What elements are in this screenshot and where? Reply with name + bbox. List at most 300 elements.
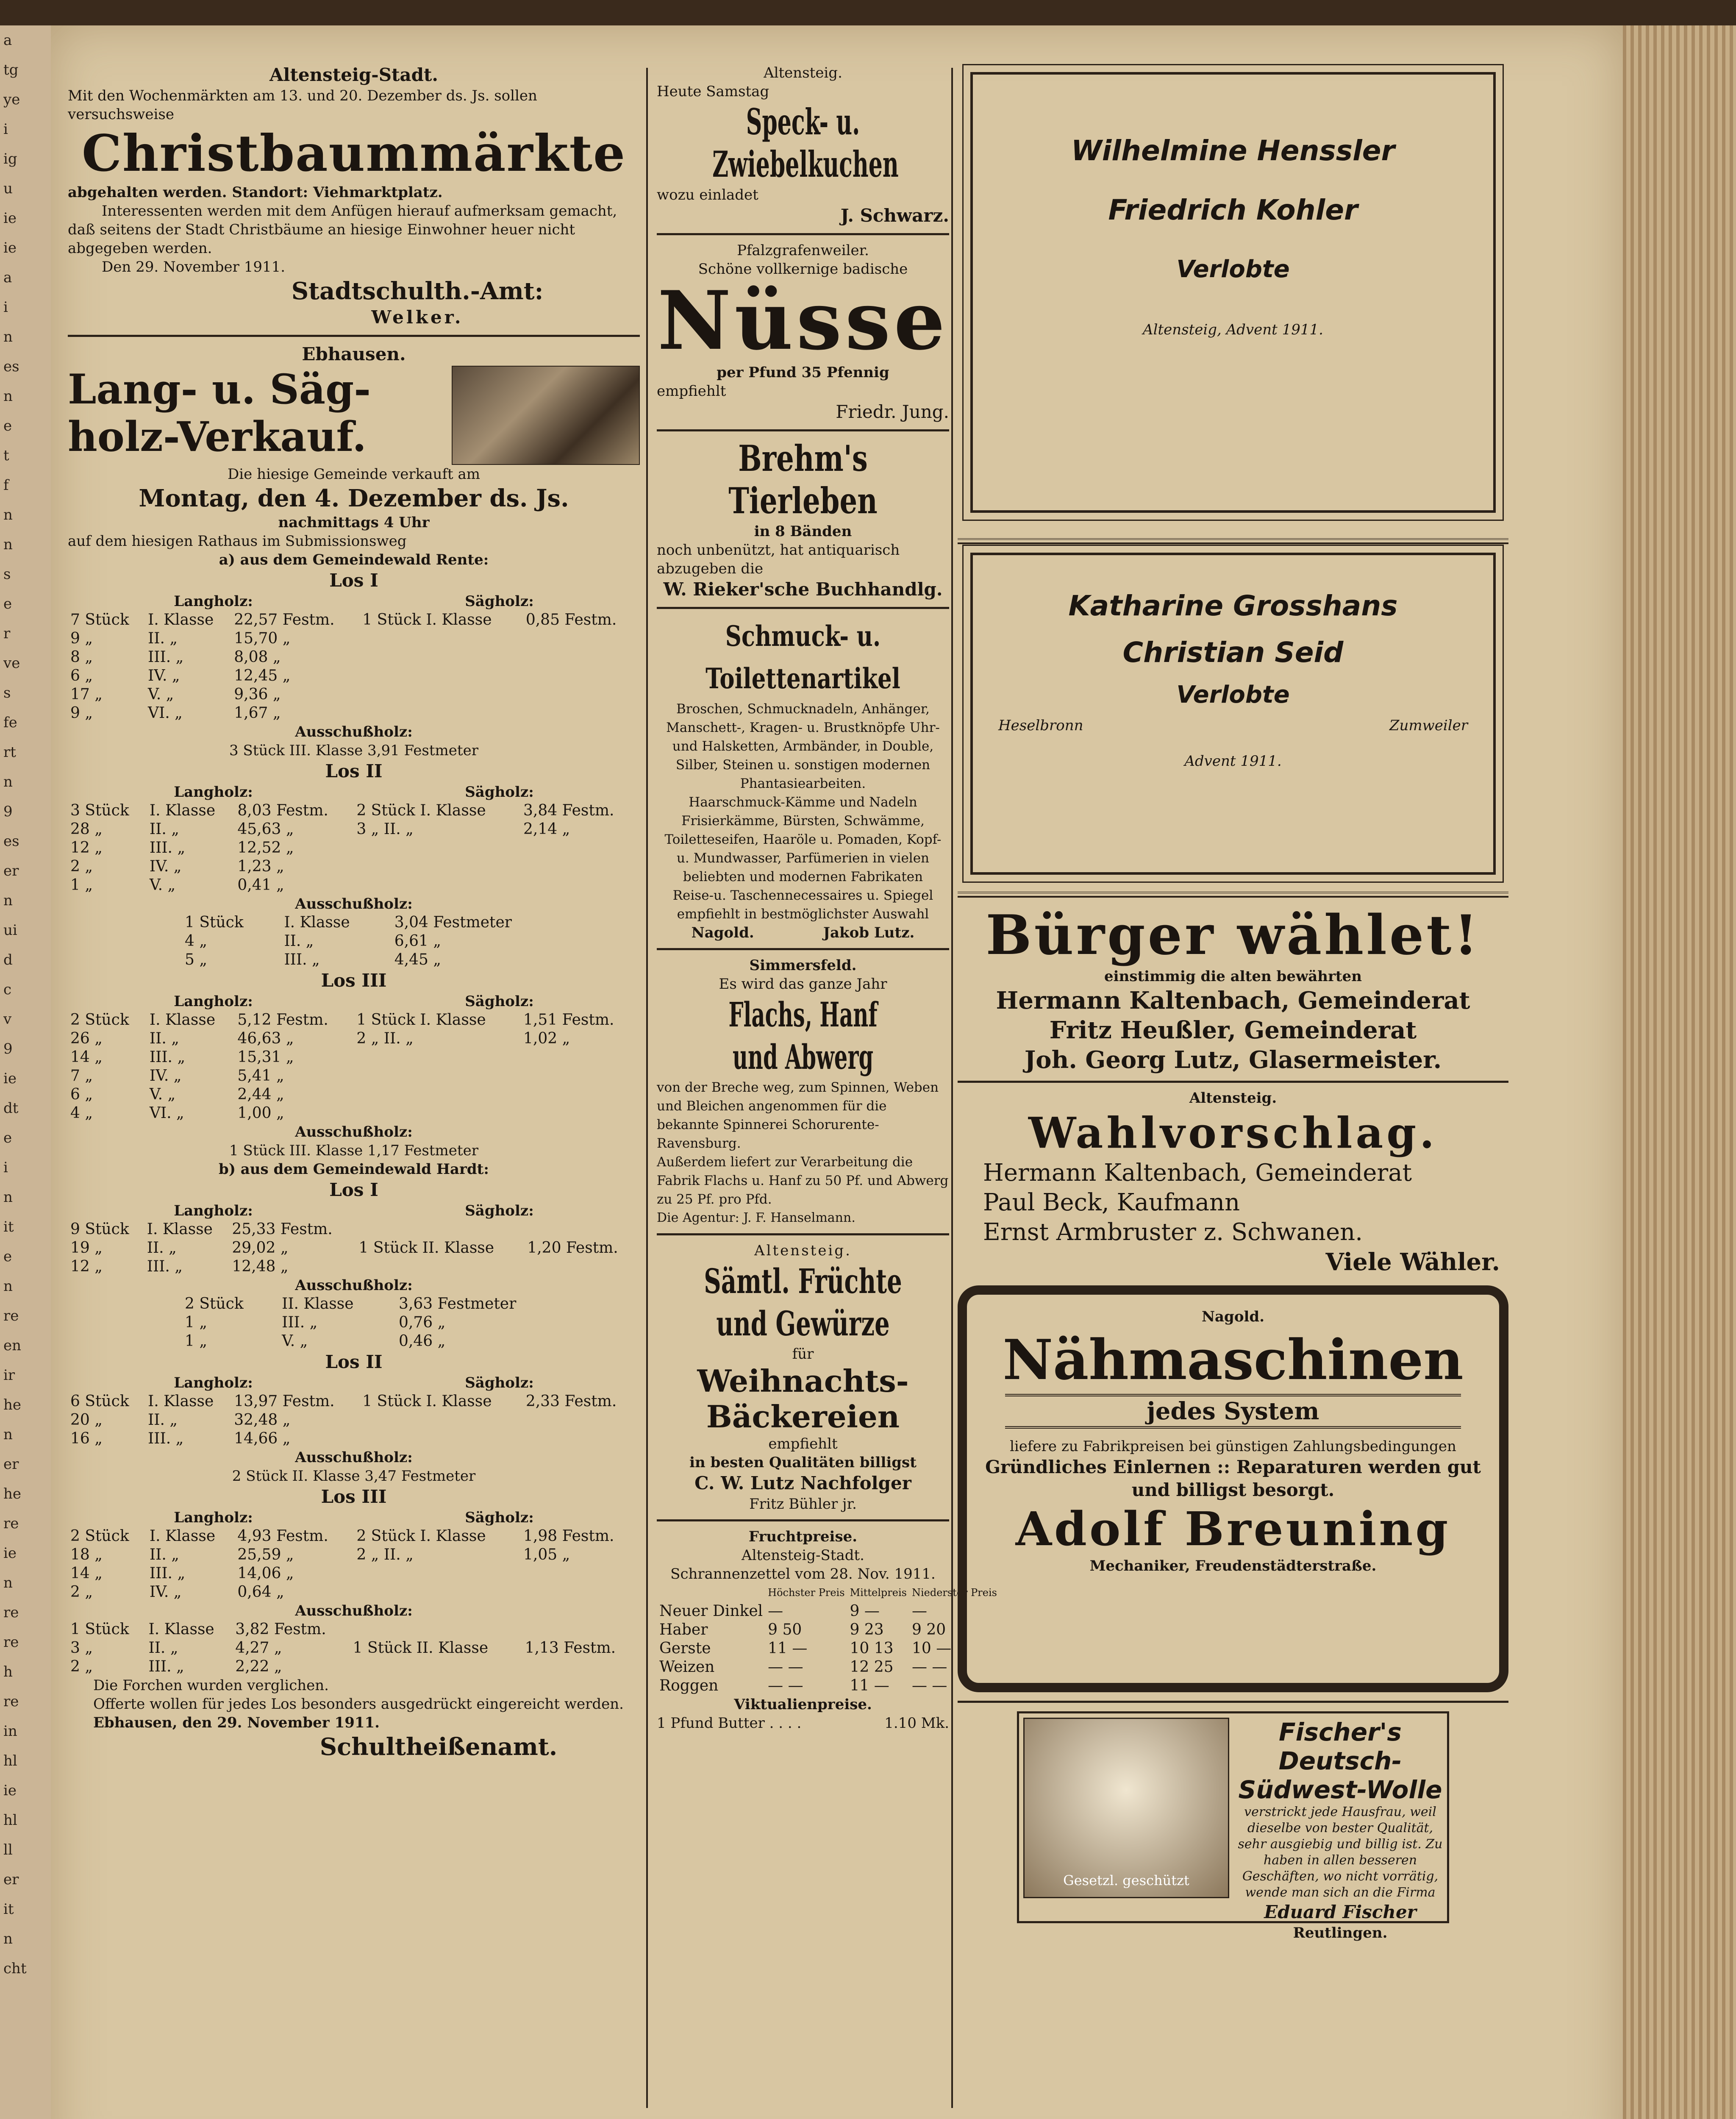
table-row xyxy=(68,1239,640,1257)
table-cell: 1,20 Festm. xyxy=(527,1239,618,1257)
table-cell: 1 Stück I. Klasse xyxy=(362,611,492,628)
spine-fragment: er xyxy=(3,1871,19,1888)
table-row xyxy=(68,1067,640,1085)
table-row xyxy=(68,1011,640,1029)
table-cell xyxy=(360,667,523,685)
table-cell xyxy=(521,1048,640,1067)
table-cell: 1 „ xyxy=(185,1332,207,1350)
table-cell xyxy=(354,1085,521,1104)
table-cell xyxy=(360,1429,523,1448)
candidate: Joh. Georg Lutz, Glasermeister. xyxy=(1024,1046,1442,1074)
table-cell: 2 Stück xyxy=(70,1011,129,1029)
table-cell: 15,70 „ xyxy=(234,630,291,647)
spine-fragment: it xyxy=(3,1901,14,1918)
table-row xyxy=(657,1621,1000,1639)
ad-text: Es wird das ganze Jahr xyxy=(719,976,887,993)
table-cell: 14 „ xyxy=(70,1565,103,1582)
table-cell: 0,41 „ xyxy=(237,876,284,894)
spine-fragment: hl xyxy=(3,1812,17,1829)
table-cell: 9 — xyxy=(850,1602,880,1620)
table-cell: V. „ xyxy=(282,1332,308,1350)
wood-type-label: Langholz: xyxy=(174,1202,253,1219)
table-cell xyxy=(525,1220,640,1239)
table-cell xyxy=(360,704,523,723)
ad-text: in 8 Bänden xyxy=(754,523,852,540)
spine-fragment: ie xyxy=(3,1545,17,1562)
engaged-date: Altensteig, Advent 1911. xyxy=(1143,321,1323,338)
ad-heading: Pfalzgrafenweiler. xyxy=(737,242,869,259)
column-left xyxy=(68,64,640,2112)
spine-fragment: s xyxy=(3,684,11,701)
table-row xyxy=(182,932,583,951)
rule xyxy=(657,429,949,431)
engaged-date: Advent 1911. xyxy=(1184,753,1282,770)
table-cell xyxy=(523,1411,640,1429)
column-rule xyxy=(951,68,953,2108)
wood-row: 2 Stück II. Klasse 3,47 Festmeter xyxy=(232,1468,476,1485)
table-cell: 14 „ xyxy=(70,1048,103,1066)
table-cell: 32,48 „ xyxy=(234,1411,291,1429)
ad-text: nachmittags 4 Uhr xyxy=(278,514,430,531)
table-row xyxy=(68,1104,640,1123)
table-cell: 1 „ xyxy=(70,876,93,894)
ad-title: Speck- u. Zwiebelkuchen xyxy=(712,101,899,185)
rule xyxy=(68,335,640,337)
ad-text: Gründliches Einlernen :: Reparaturen werden gut und billigst besorgt. xyxy=(985,1457,1481,1500)
table-cell: — — xyxy=(768,1658,803,1676)
table-cell: 14,66 „ xyxy=(234,1430,291,1447)
table-row xyxy=(68,629,640,648)
table-cell: IV. „ xyxy=(149,1067,182,1085)
table-cell: 6 „ xyxy=(70,1086,93,1103)
spine-fragment: r xyxy=(3,625,11,642)
table-row xyxy=(68,1583,640,1602)
candidate: Hermann Kaltenbach, Gemeinderat xyxy=(983,1159,1412,1187)
wood-type-label: Sägholz: xyxy=(465,1374,534,1391)
table-row xyxy=(68,801,640,820)
ad-heading: Altensteig. xyxy=(1189,1090,1277,1107)
table-cell: II. „ xyxy=(149,1030,179,1047)
prices-date: Schrannenzettel vom 28. Nov. 1911. xyxy=(670,1566,936,1582)
spine-fragment: n xyxy=(3,1574,13,1591)
spine-fragment: it xyxy=(3,1218,14,1235)
spine-fragment: f xyxy=(3,477,9,494)
ad-text: Die Forchen wurden verglichen. xyxy=(93,1677,329,1694)
table-cell: Gerste xyxy=(659,1640,711,1657)
table-cell xyxy=(522,1657,640,1676)
wood-table xyxy=(68,1220,640,1276)
lot-heading: Los I xyxy=(329,1179,378,1200)
table-cell: 1,51 Festm. xyxy=(523,1011,614,1029)
table-row xyxy=(68,1527,640,1546)
spine-fragment: s xyxy=(3,566,11,583)
table-cell: 2 Stück I. Klasse xyxy=(356,1527,486,1545)
table-cell: — — xyxy=(768,1677,803,1694)
table-row xyxy=(182,1295,583,1313)
rule xyxy=(958,538,1508,544)
table-cell xyxy=(523,648,640,667)
table-cell: 1 „ xyxy=(185,1314,207,1331)
table-cell: 9 „ xyxy=(70,704,93,722)
table-cell xyxy=(521,876,640,895)
table-row xyxy=(68,685,640,704)
wood-type-label: Sägholz: xyxy=(465,993,534,1010)
spine-fragment: ye xyxy=(3,91,20,108)
ad-text: Heute Samstag xyxy=(657,83,769,100)
table-cell: 3 „ II. „ xyxy=(356,820,414,838)
table-cell: 1,23 „ xyxy=(237,858,284,875)
ad-title: Lang- u. Säg- xyxy=(68,366,371,413)
rule xyxy=(958,1081,1508,1083)
ad-text: verstrickt jede Hausfrau, weil dieselbe von bester Qualität, sehr ausgiebig und billig ist. Zu haben in allen besseren Geschäften, wo nicht vorrätig, wende man sich an die Firma xyxy=(1238,1805,1443,1900)
table-cell: 1 Stück xyxy=(185,914,244,931)
table-row xyxy=(68,1546,640,1564)
table-cell: 1 Stück I. Klasse xyxy=(362,1393,492,1410)
table-cell: 7 „ xyxy=(70,1067,93,1085)
rule xyxy=(657,233,949,235)
table-cell: 3 „ xyxy=(70,1639,93,1657)
table-cell: 0,46 „ xyxy=(399,1332,446,1350)
candidate: Paul Beck, Kaufmann xyxy=(983,1189,1240,1216)
table-cell: 20 „ xyxy=(70,1411,103,1429)
spine-fragment: n xyxy=(3,892,13,909)
table-row xyxy=(68,704,640,723)
table-cell: IV. „ xyxy=(149,858,182,875)
table-cell: 4 „ xyxy=(185,932,207,950)
table-cell: 3,84 Festm. xyxy=(523,802,614,819)
wood-type-label: Sägholz: xyxy=(465,1202,534,1219)
spine-fragment: e xyxy=(3,1129,12,1146)
table-cell: 0,64 „ xyxy=(237,1583,284,1601)
spine-fragment: er xyxy=(3,1456,19,1473)
table-cell: V. „ xyxy=(149,1086,176,1103)
table-cell: 6 „ xyxy=(70,667,93,684)
facing-page-edge xyxy=(0,25,53,2119)
engaged-name: Wilhelmine Henssler xyxy=(1071,134,1395,167)
table-cell: I. Klasse xyxy=(284,914,350,931)
spine-fragment: h xyxy=(3,1663,13,1680)
table-cell: V. „ xyxy=(149,876,176,894)
wood-type-label: Ausschußholz: xyxy=(295,895,413,912)
wool-logo xyxy=(1023,1718,1229,1898)
table-cell: Roggen xyxy=(659,1677,719,1694)
wood-type-label: Langholz: xyxy=(174,993,253,1010)
engaged-label: Verlobte xyxy=(1176,256,1290,283)
prices-heading: Fruchtpreise. xyxy=(748,1528,858,1545)
wood-type-label: Langholz: xyxy=(174,1374,253,1391)
spine-fragment: d xyxy=(3,951,13,968)
engaged-name: Katharine Grosshans xyxy=(1068,590,1398,622)
ad-signature: Die Agentur: J. F. Hanselmann. xyxy=(657,1210,856,1225)
price-table xyxy=(657,1583,1000,1695)
table-row xyxy=(68,839,640,857)
table-cell: III. „ xyxy=(284,951,320,968)
spine-fragment: re xyxy=(3,1604,19,1621)
table-cell xyxy=(523,1429,640,1448)
wood-table xyxy=(68,1527,640,1602)
ad-signature: Nagold. xyxy=(691,924,754,941)
table-cell: 2 „ xyxy=(70,1658,93,1675)
table-cell: 2 „ II. „ xyxy=(356,1030,414,1047)
lot-heading: Los II xyxy=(325,761,383,781)
ad-text: Reise-u. Taschennecessaires u. Spiegel empfiehlt in bestmöglichster Auswahl xyxy=(672,888,933,922)
candidate: Ernst Armbruster z. Schwanen. xyxy=(983,1218,1363,1246)
table-cell: III. „ xyxy=(148,1658,184,1675)
table-cell: IV. „ xyxy=(148,667,180,684)
rule xyxy=(657,948,949,950)
table-cell: 9,36 „ xyxy=(234,686,281,703)
table-row xyxy=(68,1029,640,1048)
table-cell: 7 Stück xyxy=(70,611,129,628)
sewing-machine-ad xyxy=(958,1285,1508,1692)
lot-heading: Los I xyxy=(329,570,378,591)
rule xyxy=(657,607,949,609)
table-cell: 1,67 „ xyxy=(234,704,281,722)
table-cell xyxy=(354,1067,521,1085)
table-row xyxy=(68,1564,640,1583)
spine-fragment: c xyxy=(3,981,12,998)
table-cell: 25,33 Festm. xyxy=(232,1221,333,1238)
ad-text: auf dem hiesigen Rathaus im Submissionsweg xyxy=(68,533,407,550)
spine-fragment: 9 xyxy=(3,1040,13,1057)
table-row xyxy=(182,913,583,932)
table-cell: 4,93 Festm. xyxy=(237,1527,328,1545)
table-row xyxy=(68,1392,640,1411)
spine-fragment: ie xyxy=(3,239,17,256)
table-cell: 1 Stück II. Klasse xyxy=(358,1239,494,1257)
table-cell: 3,63 Festmeter xyxy=(399,1295,517,1313)
table-cell: Haber xyxy=(659,1621,708,1638)
table-cell xyxy=(521,839,640,857)
spine-fragment: a xyxy=(3,269,12,286)
rule xyxy=(657,1233,949,1235)
table-cell: 6,61 „ xyxy=(394,932,441,950)
table-row xyxy=(182,1332,583,1351)
wood-type-label: Sägholz: xyxy=(465,1509,534,1526)
wood-table xyxy=(182,1295,583,1351)
wool-ad xyxy=(1017,1711,1449,1941)
table-cell: 1,98 Festm. xyxy=(523,1527,614,1545)
table-cell: III. „ xyxy=(147,1258,183,1275)
spine-fragment: i xyxy=(3,299,8,316)
spine-fragment: e xyxy=(3,417,12,434)
table-cell: 10 — xyxy=(911,1640,952,1657)
section-heading: b) aus dem Gemeindewald Hardt: xyxy=(219,1161,489,1178)
table-cell: I. Klasse xyxy=(147,1221,213,1238)
table-cell xyxy=(356,1257,525,1276)
table-cell: 11 — xyxy=(768,1640,808,1657)
ad-text: liefere zu Fabrikpreisen bei günstigen Zahlungsbedingungen xyxy=(1010,1438,1456,1455)
table-cell: 2 „ xyxy=(70,858,93,875)
ad-signature: Adolf Breuning xyxy=(1015,1502,1451,1556)
section-heading: a) aus dem Gemeindewald Rente: xyxy=(219,551,489,568)
table-cell: 4 „ xyxy=(70,1104,93,1122)
spine-fragment: es xyxy=(3,833,19,850)
table-cell: 1,13 Festm. xyxy=(525,1639,616,1657)
table-cell: 12,52 „ xyxy=(237,839,294,856)
wood-table xyxy=(68,611,640,723)
table-cell: III. „ xyxy=(149,1048,186,1066)
table-cell: I. Klasse xyxy=(148,1621,214,1638)
ad-text: Interessenten werden mit dem Anfügen hierauf aufmerksam gemacht, daß seitens der Stadt Christbäume an hiesige Einwohner heuer nicht abgegeben werden. xyxy=(68,203,617,257)
ad-heading: Nagold. xyxy=(1201,1308,1265,1325)
table-row xyxy=(68,611,640,629)
engaged-name: Friedrich Kohler xyxy=(1108,194,1358,226)
table-cell: II. „ xyxy=(148,1411,178,1429)
table-header: Niederster Preis xyxy=(911,1587,997,1599)
table-cell: 14,06 „ xyxy=(237,1565,294,1582)
table-cell: 9 Stück xyxy=(70,1221,129,1238)
table-cell xyxy=(354,1583,521,1602)
rule xyxy=(657,1519,949,1521)
spine-fragment: fe xyxy=(3,714,17,731)
table-cell xyxy=(350,1657,522,1676)
table-cell: VI. „ xyxy=(149,1104,184,1122)
table-cell xyxy=(354,839,521,857)
engaged-place: Heselbronn xyxy=(998,717,1083,734)
spine-fragment: re xyxy=(3,1693,19,1710)
table-cell: 9 50 xyxy=(768,1621,802,1638)
ad-signature: Eduard Fischer xyxy=(1264,1902,1417,1922)
ad-text: Die hiesige Gemeinde verkauft am xyxy=(228,466,480,483)
prices-heading: Viktualienpreise. xyxy=(734,1696,872,1713)
table-row xyxy=(68,876,640,895)
table-row xyxy=(68,1220,640,1239)
table-cell: 4,27 „ xyxy=(235,1639,282,1657)
table-cell: — — xyxy=(911,1658,947,1676)
table-row xyxy=(68,1048,640,1067)
table-cell xyxy=(523,629,640,648)
table-cell xyxy=(521,1104,640,1123)
ad-signature: Reutlingen. xyxy=(1293,1924,1388,1941)
prices-place: Altensteig-Stadt. xyxy=(742,1547,864,1564)
ad-text: in besten Qualitäten billigst xyxy=(689,1454,917,1471)
spine-fragment: i xyxy=(3,121,8,138)
table-cell: IV. „ xyxy=(149,1583,182,1601)
price-item: 1 Pfund Butter . . . . xyxy=(657,1715,802,1732)
table-row xyxy=(657,1677,1000,1695)
wood-table xyxy=(68,801,640,895)
table-cell: III. „ xyxy=(148,1430,184,1447)
table-cell: 2,44 „ xyxy=(237,1086,284,1103)
ad-subtitle: jedes System xyxy=(1005,1394,1461,1429)
table-cell: 3 Stück xyxy=(70,802,129,819)
table-header: Höchster Preis xyxy=(768,1587,845,1599)
table-cell: II. „ xyxy=(148,630,178,647)
table-cell xyxy=(354,857,521,876)
ad-signature: J. Schwarz. xyxy=(840,205,949,226)
wood-type-label: Sägholz: xyxy=(465,593,534,610)
ad-heading: Altensteig. xyxy=(754,1242,852,1259)
table-cell: 3,04 Festmeter xyxy=(394,914,512,931)
ad-signature: Viele Wähler. xyxy=(1325,1248,1500,1276)
ad-title: Sämtl. Früchte und Gewürze xyxy=(704,1261,902,1343)
ad-title: Brehm's Tierleben xyxy=(728,437,878,522)
wood-row: 3 Stück III. Klasse 3,91 Festmeter xyxy=(229,742,478,759)
lot-heading: Los II xyxy=(325,1351,383,1372)
table-cell: 12,45 „ xyxy=(234,667,291,684)
table-cell xyxy=(354,1104,521,1123)
table-cell: II. „ xyxy=(149,1546,179,1563)
table-cell xyxy=(360,685,523,704)
column-middle xyxy=(657,64,997,2112)
ad-date: Den 29. November 1911. xyxy=(102,259,286,275)
table-cell: III. „ xyxy=(149,839,186,856)
ad-date: Ebhausen, den 29. November 1911. xyxy=(93,1714,380,1731)
table-cell xyxy=(521,1067,640,1085)
table-cell: 5,41 „ xyxy=(237,1067,284,1085)
table-row xyxy=(68,1620,640,1639)
wood-table xyxy=(68,1620,640,1676)
wood-type-label: Ausschußholz: xyxy=(295,1449,413,1466)
table-cell: III. „ xyxy=(282,1314,318,1331)
table-cell xyxy=(521,857,640,876)
ad-signature: Mechaniker, Freudenstädterstraße. xyxy=(1089,1557,1377,1574)
spine-fragment: v xyxy=(3,1011,12,1028)
table-cell: 2,14 „ xyxy=(523,820,570,838)
table-cell: 0,85 Festm. xyxy=(525,611,617,628)
spine-fragment: n xyxy=(3,388,13,405)
engaged-name: Christian Seid xyxy=(1122,636,1344,669)
wood-type-label: Ausschußholz: xyxy=(295,1123,413,1140)
table-cell: II. „ xyxy=(148,1639,178,1657)
table-cell xyxy=(354,876,521,895)
table-row xyxy=(68,1257,640,1276)
ad-text: per Pfund 35 Pfennig xyxy=(717,364,889,381)
table-cell: 2,22 „ xyxy=(235,1658,282,1675)
table-cell xyxy=(523,685,640,704)
engagement-notice xyxy=(970,553,1496,875)
table-cell: — xyxy=(768,1602,783,1620)
table-cell: II. „ xyxy=(147,1239,177,1257)
spine-fragment: ie xyxy=(3,210,17,227)
table-cell: I. Klasse xyxy=(149,802,216,819)
ad-heading: Ebhausen. xyxy=(302,344,406,364)
table-row xyxy=(68,1429,640,1448)
table-row xyxy=(68,1411,640,1429)
table-header: Mittelpreis xyxy=(850,1587,907,1599)
spine-fragment: 9 xyxy=(3,803,13,820)
column-right xyxy=(958,64,1508,2112)
table-cell: 2 „ II. „ xyxy=(356,1546,414,1563)
ad-text: noch unbenützt, hat antiquarisch abzugeben die xyxy=(657,542,900,577)
table-cell: II. Klasse xyxy=(282,1295,354,1313)
table-cell: 2 Stück xyxy=(185,1295,244,1313)
spine-fragment: in xyxy=(3,1723,17,1740)
ad-text: Außerdem liefert zur Verarbeitung die Fabrik Flachs u. Hanf zu 50 Pf. und Abwerg zu 25 Pf. pro Pfd. xyxy=(657,1154,949,1207)
table-row xyxy=(68,648,640,667)
wood-type-label: Sägholz: xyxy=(465,784,534,801)
ad-title: Nähmaschinen xyxy=(1003,1327,1464,1392)
table-cell: 45,63 „ xyxy=(237,820,294,838)
table-cell: 9 „ xyxy=(70,630,93,647)
wood-table xyxy=(68,1392,640,1448)
ad-heading: Simmersfeld. xyxy=(749,957,857,974)
table-cell: 2,33 Festm. xyxy=(525,1393,617,1410)
spine-fragment: n xyxy=(3,506,13,523)
table-cell: 2 Stück I. Klasse xyxy=(356,802,486,819)
ad-title: Fischer's Deutsch-Südwest-Wolle xyxy=(1238,1718,1442,1804)
spine-fragment: n xyxy=(3,1930,13,1947)
spine-fragment: re xyxy=(3,1634,19,1651)
table-cell xyxy=(356,1220,525,1239)
table-cell: 11 — xyxy=(850,1677,889,1694)
table-cell: 29,02 „ xyxy=(232,1239,289,1257)
table-cell: 15,31 „ xyxy=(237,1048,294,1066)
table-cell: 18 „ xyxy=(70,1546,103,1563)
table-cell xyxy=(521,1564,640,1583)
table-row xyxy=(657,1602,1000,1621)
